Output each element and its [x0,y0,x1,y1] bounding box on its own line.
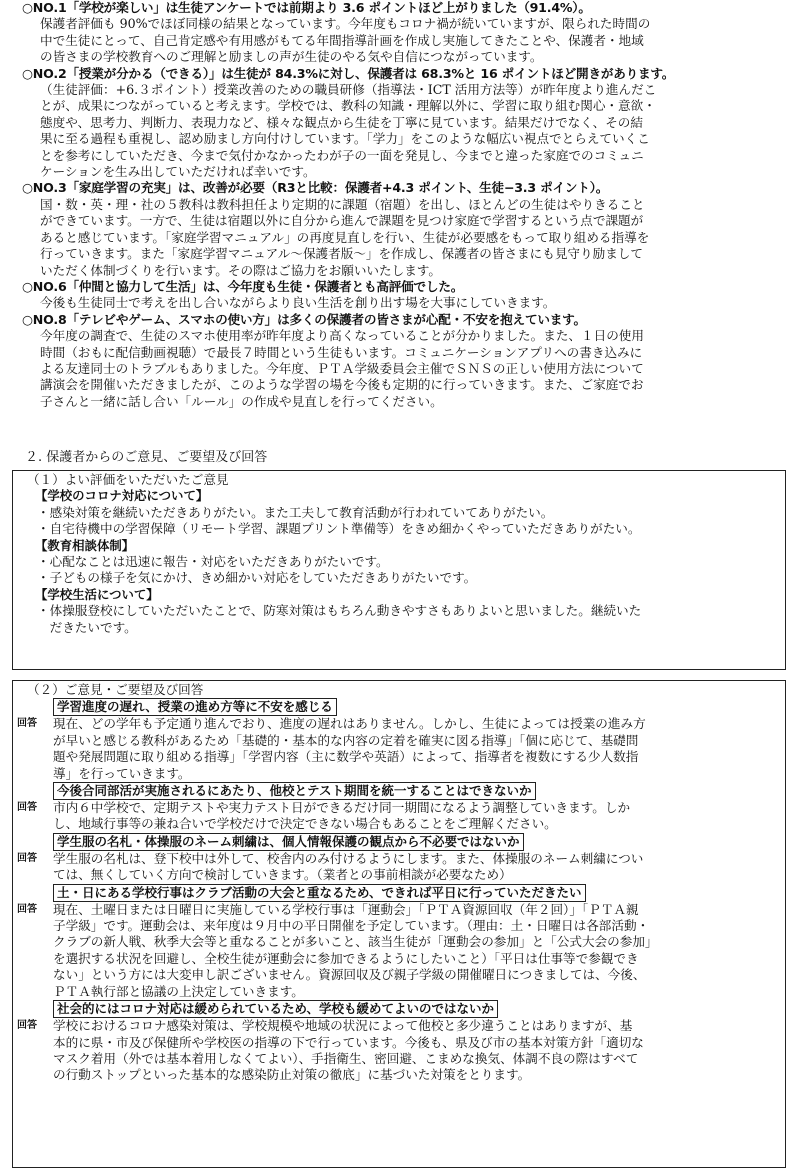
answer-text: 現在、土曜日または日曜日に実施している学校行事は「運動会」「ＰＴＡ資源回収（年２回）」「ＰＴＡ親 子学級」です。運動会は、来年度は９月中の平日開催を予定しています。（理由：土・日曜日は各部活動・ クラブの新人戦、秋季大会等と重なることが多いこと、該当生徒が「運動会の参加」と「公式大会の参加」 を選択する状況を回避し、全校生徒が運動会に参加できるようにしたいこと）「平日は仕事等で参観でき ない」という方には大変申し訳ございません。資源回収及び親子学級の開催曜日につきましては、今後、 ＰＴＡ執行部と協議の上決定していきます。 [53,901,658,999]
section2-title: ２. 保護者からのご意見、ご要望及び回答 [25,450,268,465]
result-heading: ○NO.3「家庭学習の充実」は、改善が必要（R3と比較：保護者+4.3 ポイント、生徒−3.3 ポイント）。 [22,180,609,196]
positive-feedback-box [12,470,786,670]
result-text: 今後も生徒同士で考えを出し合いながらより良い生活を創り出す場を大事にしていきます。 [40,295,556,311]
question-box: 学習進度の遅れ、授業の進め方等に不安を感じる [53,698,337,716]
result-item-no1 [22,0,794,66]
box-title: （２）ご意見・ご要望及び回答 [27,682,204,697]
answer-text: 現在、どの学年も予定通り進んでおり、進度の遅れはありません。しかし、生徒によっては授業の進み方 が早いと感じる教科があるため「基礎的・基本的な内容の定着を確実に図る指導」「個に応じて、基礎問 題や発展問題に取り組める指導」「学習内容（主に数学や英語）によって、指導者を複数にする少人数指 導」を行っていきます。 [53,716,646,781]
feedback-item: ・子どもの様子を気にかけ、きめ細かい対応をしていただきありがたいです。 [37,570,477,586]
result-text: 今年度の調査で、生徒のスマホ使用率が昨年度より高くなっていることが分かりました。また、１日の使用 時間（おもに配信動画視聴）で最長７時間という生徒もいます。コミュニケーションアプリへの書き込みに よる友達同士のトラブルもありました。今年度、ＰＴＡ学級委員会主催でＳＮＳの正しい使用方法について 講演会を開催いただきましたが、このような学習の場を今後も定期的に行っていきます。また、ご家庭でお 子さんと一緒に話し合い「ルール」の作成や見直しを行ってください。 [40,328,644,409]
result-text: （生徒評価：+6.３ポイント）授業改善のための職員研修（指導法・ICT 活用方法等）が昨年度より進んだこ とが、成果につながっていると考えます。学校では、教科の知識・理解以外に、学習に取り組む関心・意欲・ 態度や、思考力、判断力、表現力など、様々な観点から生徒を丁寧に見ています。結果だけでなく、その結 果に至る過程も重視し、認め励まし方向付けしています。「学力」をこのような幅広い視点でとらえていくこ とを参考にしていただき、今まで気付かなかったわが子の一面を発見し、今までと違った家庭でのコミュニ ケーションを生み出していただければ幸いです。 [40,82,657,180]
box-title: （１）よい評価をいただいたご意見 [27,472,229,487]
feedback-item: ・感染対策を継続いただきありがたい。また工夫して教育活動が行われていてありがたい。 [37,504,554,520]
answer-text: 学校におけるコロナ感染対策は、学校規模や地域の状況によって他校と多少違うことはありますが、基 本的に県・市及び保健所や学校医の指導の下で行っています。今後も、県及び市の基本対策方針「適切な マスク着用（外では基本着用しなくてよい）、手指衛生、密回避、こまめな換気、体調不良の際はすべて の行動ストップといった基本的な感染防止対策の徹底」に基づいた対策をとります。 [53,1018,644,1083]
survey-results-section [22,0,794,410]
qa-item [13,833,785,884]
result-heading: ○NO.1「学校が楽しい」は生徒アンケートでは前期より 3.6 ポイントほど上がりました（91.4%）。 [22,0,591,15]
answer-label: 回答 [17,852,37,864]
qa-item [13,884,785,1000]
result-item-no8 [22,312,794,410]
result-text: 国・数・英・理・社の５教科は教科担任より定期的に課題（宿題）を出し、ほとんどの生徒はやりきること ができています。一方で、生徒は宿題以外に自分から進んで課題を見つけ家庭で学習するという点で課題が あると感じています。「家庭学習マニュアル」の再度見直しを行い、生徒が必要感をもって取り組める指導を 行っていきます。また「家庭学習マニュアル～保護者版～」を作成し、保護者の皆さまにも見守り励まして いただく体制づくりを行います。その際はご協力をお願いいたします。 [40,196,650,278]
qa-item [13,698,785,782]
answer-label: 回答 [17,903,37,915]
group-heading: 【学校のコロナ対応について】 [35,488,209,504]
requests-and-answers-box [12,680,786,1168]
question-box: 社会的にはコロナ対応は緩められているため、学校も緩めてよいのではないか [53,1000,498,1018]
question-box: 学生服の名札・体操服のネーム刺繍は、個人情報保護の観点から不必要ではないか [53,833,524,851]
answer-text: 市内６中学校で、定期テストや実力テスト日ができるだけ同一期間になるよう調整していきます。しか し、地域行事等の兼ね合いで学校だけで決定できない場合もあることをご理解ください。 [53,800,631,832]
answer-text: 学生服の名札は、登下校中は外して、校舎内のみ付けるようにします。また、体操服のネーム刺繍につい ては、無くしていく方向で検討していきます。（業者との事前相談が必要なため） [53,850,644,883]
answer-label: 回答 [17,718,37,730]
answer-label: 回答 [17,1020,37,1032]
result-item-no2 [22,66,794,181]
question-box: 土・日にある学校行事はクラブ活動の大会と重なるため、できれば平日に行っていただきたい [53,884,586,902]
answer-label: 回答 [17,802,37,814]
result-item-no6 [22,279,794,312]
result-heading: ○NO.8「テレビやゲーム、スマホの使い方」は多くの保護者の皆さまが心配・不安を抱えています。 [22,311,586,327]
result-item-no3 [22,180,794,278]
result-text: 保護者評価も 90%でほぼ同様の結果となっています。今年度もコロナ禍が続いていますが、限られた時間の 中で生徒にとって、自己肯定感や有用感がもてる年間指導計画を作成し実施してきたことや、保護者・地域 の皆さまの学校教育へのご理解と励ましの声が生徒のやる気や自信につながっています。 [40,16,651,65]
feedback-item: ・心配なことは迅速に報告・対応をいただきありがたいです。 [37,554,389,570]
qa-item [13,782,785,833]
qa-item [13,1000,785,1084]
result-heading: ○NO.2「授業が分かる（できる）」は生徒が 84.3%に対し、保護者は 68.3%と 16 ポイントほど開きがあります。 [22,65,675,81]
group-heading: 【教育相談体制】 [35,537,135,553]
feedback-item: ・体操服登校にしていただいたことで、防寒対策はもちろん動きやすさもありよいと思いました。継続いた だきたいです。 [37,603,642,635]
result-heading: ○NO.6「仲間と協力して生活」は、今年度も生徒・保護者とも高評価でした。 [22,278,464,294]
group-heading: 【学校生活について】 [35,586,159,602]
question-box: 今後合同部活が実施されるにあたり、他校とテスト期間を統一することはできないか [53,782,536,800]
feedback-item: ・自宅待機中の学習保障（リモート学習、課題プリント準備等）をきめ細かくやっていただきありがたい。 [37,521,641,537]
